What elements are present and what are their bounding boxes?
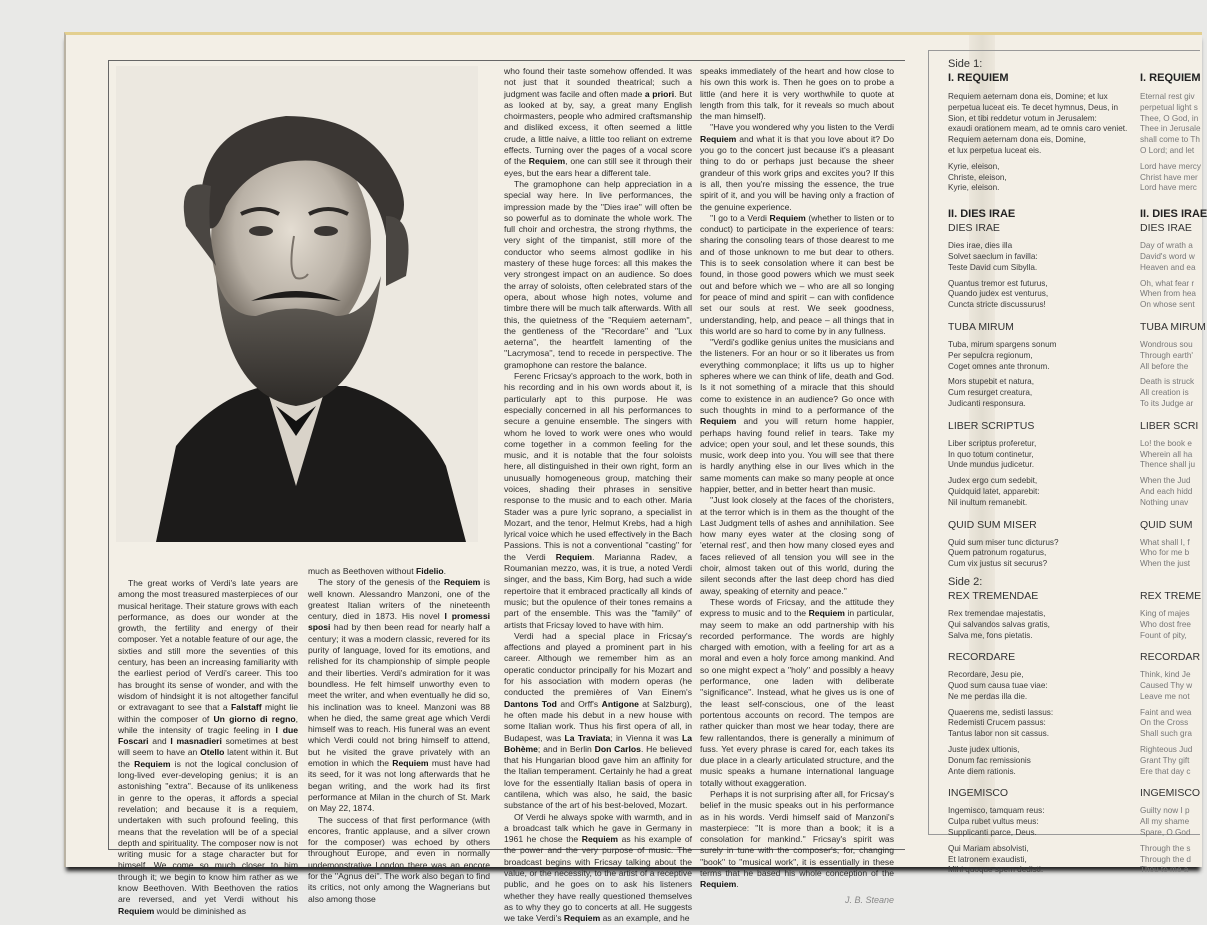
verse: Guilty now I p All my shame Spare, O God: [1140, 806, 1191, 838]
essay-paragraph: ''Have you wondered why you listen to the Verdi Requiem and what it is that you love about it? Do you go to the concert just because it's a pleasant thing to do or perhaps just because the sheer grandeur of this work grips and excites you? If this is all, then you're missing the essence, the true spirit of it, and you will be having only a fraction of the genuine experience.: [700, 122, 894, 212]
verdi-portrait: [116, 66, 478, 542]
section-title: II. DIES IRAE: [948, 208, 1016, 221]
subsection-title: INGEMISCO: [948, 787, 1009, 800]
subsection-title: QUID SUM: [1140, 518, 1193, 531]
subsection-title: TUBA MIRUM: [1140, 320, 1206, 333]
subsection-title: LIBER SCRIPTUS: [948, 419, 1035, 432]
verse: Quid sum miser tunc dicturus? Quem patronum rogaturus, Cum vix justus sit securus?: [948, 537, 1059, 569]
subsection-title: TUBA MIRUM: [948, 320, 1014, 333]
side-label: Side 2:: [948, 575, 983, 588]
verse: Liber scriptus proferetur, In quo totum continetur, Unde mundus judicetur.: [948, 438, 1037, 470]
essay-column-4: [700, 66, 894, 906]
verse: Through the s Through the d Thou to me a: [1140, 843, 1191, 875]
verse: Qui Mariam absolvisti, Et latronem exaudisti, Mihi quoque spem dedisti.: [948, 843, 1044, 875]
verse: What shall I, f Who for me b When the just: [1140, 537, 1191, 569]
essay-paragraph: The success of that first performance (with encores, frantic applause, and a silver crown for the composer) was echoed by others throughout Europe, and even in normally undemonstrative London there was an encore for the ''Agnus dei''. The work also began to find its critics, not only among the Wagnerians but also among those: [308, 814, 490, 904]
essay-column-3: [504, 66, 692, 925]
section-title: I. REQUIEM: [948, 72, 1009, 84]
english-text-column: [1140, 58, 1207, 881]
author-signature: J. B. Steane: [844, 894, 894, 905]
verse: Recordare, Jesu pie, Quod sum causa tuae viae: Ne me perdas illa die.: [948, 670, 1048, 701]
section-title: I. REQUIEM: [1140, 72, 1201, 84]
subsection-title: QUID SUM MISER: [948, 518, 1037, 531]
essay-paragraph: The gramophone can help appreciation in a special way here. In live performances, the impression made by the ''Dies irae'' will often be so powerful as to dominate the whole work. The full choir and orchestra, the strong rhythms, the very sight of the timpanist, still more of the conductor who seems almost godlike in his mastery of these huge forces: all this makes the very strongest impact on an audience. So does the array of soloists, often celebrated stars of the opera, about whose high notes, volume and timbre there will be much talk afterwards. With all this, the quietness of the ''Requiem aeternam'', the gentleness of the ''Recordare'' and ''Lux aeterna'', the heartfelt lamenting of the ''Lacrymosa'', tend to recede in perspective. The gramophone can restore the balance.: [504, 178, 692, 370]
verse: Eternal rest giv perpetual light s Thee, O God, in Thee in Jerusale shall come to Th O Lord; and let: [1140, 92, 1201, 155]
verse: Ingemisco, tamquam reus: Culpa rubet vultus meus: Supplicanti parce, Deus.: [948, 806, 1045, 838]
essay-paragraph: speaks immediately of the heart and how close to his own this work is. Then he goes on to probe a little (and here it is very worthwhile to quote at length from this talk, for it reveals so much about the man himself).: [700, 66, 894, 122]
verse: Quantus tremor est futurus, Quando judex est venturus, Cuncta stricte discussurus!: [948, 278, 1049, 310]
side-label: Side 1:: [948, 58, 983, 70]
subsection-title: RECORDARE: [948, 651, 1016, 664]
essay-column-2: [308, 566, 490, 905]
subsection-title: LIBER SCRI: [1140, 419, 1199, 432]
verse: Tuba, mirum spargens sonum Per sepulcra regionum, Coget omnes ante thronum.: [948, 339, 1057, 371]
verse: Wondrous sou Through earth' All before the: [1140, 339, 1193, 371]
essay-paragraph: The great works of Verdi's late years are among the most treasured masterpieces of our musical heritage. Their stature grows with each performance, as does our wonder at the growth, the fertility and energy of their composer. Yet a notable feature of our age, the sixties and still more the seventies of this century, has been an increasing familiarity with the earliest period of Verdi's career. This too has brought its sense of wonder, and with the wisdom of hindsight it is not altogether fanciful or extravagant to see that a Falstaff might lie within the composer of Un giorno di regno, while the intensity of tragic feeling in I due Foscari and I masnadieri sometimes at best will seem to have an Otello latent within it. But the Requiem is not the logical conclusion of long-lived ever-developing genius; it is an astonishing ''extra''. Because of its unlikeness in genre to the operas, it affords a special revelation; and because it is a requiem, undertaken with such profound feeling, this means that the revelation will be of a special depth and spirituality. The composer now is not writing music for a stage character but for himself. We come so much closer to him through it; we begin to know him rather as we know Beethoven. With Beethoven the ratios are reversed, and yet Verdi without his Requiem would be diminished as: [118, 578, 299, 916]
subsection-title: DIES IRAE: [948, 222, 1000, 235]
essay-paragraph: ''Just look closely at the faces of the choristers, at the terror which is in them as the thought of the Last Judgment tells of ashes and annihilation. See how many eyes water at the closing song of 'eternal rest', and then how many closed eyes and faces relieved of all tension you will see in the choir, almost taken out of this world, during the silent seconds after the last deep chord has died away, speaking of eternity and peace.'': [700, 495, 894, 596]
verse: King of majes Who dost free Fount of pity,: [1140, 608, 1191, 640]
essay-paragraph: who found their taste somehow offended. It was not just that it sounded theatrical; such a judgment was facile and often made a priori. But as looked at by, say, a great many English choirmasters, people who admired craftsmanship and disliked excess, it often seemed a little crude, a little naive, a little too reliant on extreme effects. Turning over the pages of a vocal score of the Requiem, one can still see it through their eyes, but the ears hear a different tale.: [504, 66, 692, 178]
verse: Rex tremendae majestatis, Qui salvandos salvas gratis, Salva me, fons pietatis.: [948, 608, 1050, 640]
verse: Juste judex ultionis, Donum fac remissionis Ante diem rationis.: [948, 745, 1031, 776]
section-title: II. DIES IRAE: [1140, 208, 1207, 221]
essay-paragraph: ''Verdi's godlike genius unites the musicians and the listeners. For an hour or so it liberates us from everything commonplace; it lifts us up to higher spheres where we can think of life, death and God. Is it not something of a miracle that this should come to existence in an audience? Go once with such thoughts in mind to a performance of the Requiem and you will return home happier, perhaps having found relief in tears. Take my advice; open your soul, and let these sounds, this music, work deep into you. You will see that there is hardly anything else in our lives which in the same moments can make so many people at once happier, better, and in better heart than music.: [700, 337, 894, 494]
essay-paragraph: ''I go to a Verdi Requiem (whether to listen or to conduct) to participate in the experience of tears: sharing the consoling tears of those dearest to me and of those unknown to me but dear to others. This is to seek consolation where it can best be found, in those good powers which we must seek out and before which we – who are all so longing for peace of mind and spirit – can with confidence set our souls at rest. We seek goodness, understanding, help, and peace – all things that in this world are so hard to come by in any fullness.: [700, 212, 894, 336]
verse: Death is struck All creation is To its Judge ar: [1140, 377, 1195, 408]
subsection-title: DIES IRAE: [1140, 222, 1192, 235]
subsection-title: INGEMISCO: [1140, 787, 1201, 800]
verse: Requiem aeternam dona eis, Domine; et lux perpetua luceat eis. Te decet hymnus, Deus, in Sion, et tibi reddetur votum in Jerusalem: exaudi orationem meam, ad te omnis caro veniet. Requiem aeternam dona eis, Domine, et lux perpetua luceat eis.: [948, 92, 1128, 155]
essay-paragraph: These words of Fricsay, and the attitude they express to music and to the Requiem in particular, may seem to make an odd partnership with his recorded performance. The words are highly charged with emotion, with a feeling for art as a moral and even a holy force among mankind. And so one might expect a ''holy'' and possibly a heavy performance, one laden with deliberate ''significance''. Instead, what he gives us is one of the least self-conscious, one of the least portentous accounts on record. The tempos are rather quicker than most we hear today, there are few rallentandos, there is generally a minimum of fuss. Yet every phrase is cared for, each takes its due place in a clearly articulated structure, and the music speaks a humane international language totally without exaggeration.: [700, 596, 894, 788]
essay-paragraph: Of Verdi he always spoke with warmth, and in a broadcast talk which he gave in Germany in 1961 he chose the Requiem as his example of the power and the very purpose of music. The broadcast begins with Fricsay talking about the value, or the necessity, to the artist of a receptive public, and he goes on to ask his listeners whether they have really questioned themselves as to why they go to concerts at all. He suggests we take Verdi's Requiem as an example, and he: [504, 811, 693, 924]
essay-paragraph: Perhaps it is not surprising after all, for Fricsay's belief in the music speaks out in his performance as in his words. Verdi himself said of Manzoni's masterpiece: ''It is more than a book; it is a consolation for mankind.'' Fricsay's spirit was surely in tune with the composer's, for, changing ''book'' to ''musical work'', it is essentially in these terms that he based his whole conception of the Requiem.: [700, 789, 894, 890]
subsection-title: REX TREMENDAE: [948, 589, 1039, 602]
latin-text-column: [948, 58, 1128, 881]
subsection-title: RECORDAR: [1140, 651, 1201, 664]
verse: Day of wrath a David's word w Heaven and ea: [1140, 241, 1196, 272]
verse: Think, kind Je Caused Thy w Leave me not: [1140, 670, 1193, 701]
verse: Righteous Jud Grant Thy gift Ere that day c: [1140, 745, 1193, 776]
verse: Lo! the book e Wherein all ha Thence shall ju: [1140, 438, 1196, 470]
verse: Lord have mercy Christ have mer Lord have merc: [1140, 161, 1201, 193]
verse: Oh, what fear r When from hea On whose sent: [1140, 278, 1196, 310]
verse: Kyrie, eleison, Christe, eleison, Kyrie, eleison.: [948, 161, 1007, 193]
essay-paragraph: Ferenc Fricsay's approach to the work, both in his recording and in his own words about it, is particularly apt to this purpose. He was especially concerned in all his performances to secure a genuine ensemble. The singers with whom he loved to work were ones who would come together in a common feeling for the music, and it is notable that the four soloists here, all distinguished in their own right, form an unusually homogeneous group, matching their voices, shading their phrases in sensitive response to the music and to each other. Maria Stader was a pure lyric soprano, a specialist in Mozart, and the tenor, Helmut Krebs, had a high lyrical voice which he used effectively in the Bach Passions. This is not a conventional ''casting'' for the Verdi Requiem. Marianna Radev, a Roumanian mezzo, was, it is true, a noted Verdi singer, and the bass, Kim Borg, had such a wide repertoire that it embraced practically all kinds of music; but the opulence of their tones remains a part of the ensemble. This was the ''family'' of artists that Fricsay loved to have with him.: [504, 371, 692, 630]
essay-column-1: [118, 578, 298, 917]
essay-paragraph: Verdi had a special place in Fricsay's affections and played a prominent part in his career. Although we remember him as an operatic conductor principally for his Mozart and for his association with modern operas (he conducted the premières of Van Einem's Dantons Tod and Orff's Antigone at Salzburg), he often made his debut in a new house with some Italian work. Thus his first opera of all, in Budapest, was La Traviata; in Vienna it was La Bohème; and in Berlin Don Carlos. He believed that his Hungarian blood gave him an affinity for the Italian temperament. Certainly he had a great love for the essentially Italian basis of opera in cantilena, which was also, he said, the basic substance of the art of his best-beloved, Mozart.: [504, 630, 693, 811]
verse: Faint and wea On the Cross Shall such gra: [1140, 707, 1192, 739]
portrait-image: [116, 66, 478, 542]
essay-paragraph: The story of the genesis of the Requiem is well known. Alessandro Manzoni, one of the greatest Italian writers of the nineteenth century, died in 1873. His novel I promessi sposi had by then been read for nearly half a century; it was a modern classic, revered for its purity of language, loved for its emotions, and relished for its championship of simple people and their liberties. Verdi's admiration for it was boundless. He felt himself unworthy even to meet the writer, and when eventually he did so, his inclination was to kneel. Manzoni was 88 when he died, the same great age which Verdi himself was to reach. His funeral was an event which Verdi could not bring himself to attend, but he visited the grave privately with an emotion in which the Requiem must have had its seed, for it was not long afterwards that he began writing, and the work had its first performance at Milan in the church of St. Mark on May 22, 1874.: [308, 577, 490, 814]
verse: Mors stupebit et natura, Cum resurget creatura, Judicanti responsura.: [948, 377, 1035, 408]
verse: When the Jud And each hidd Nothing unav: [1140, 476, 1193, 507]
verse: Quaerens me, sedisti lassus: Redemisti Crucem passus: Tantus labor non sit cassus.: [948, 707, 1054, 739]
verse: Judex ergo cum sedebit, Quidquid latet, apparebit: Nil inultum remanebit.: [948, 476, 1040, 507]
verse: Dies irae, dies illa Solvet saeclum in favilla: Teste David cum Sibylla.: [948, 241, 1038, 272]
essay-paragraph: much as Beethoven without Fidelio.: [308, 566, 447, 576]
subsection-title: REX TREME: [1140, 589, 1202, 602]
